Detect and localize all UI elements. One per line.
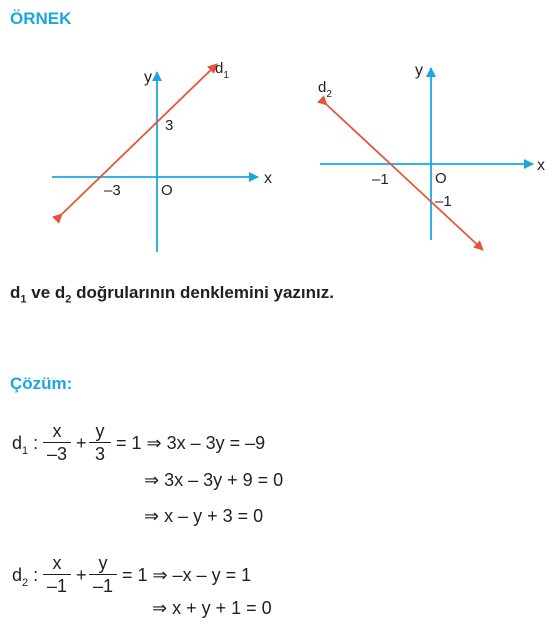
d1-equation-line2: ⇒ 3x – 3y + 9 = 0	[144, 470, 284, 490]
y-axis-label: y	[415, 62, 423, 79]
d1-fraction-x: $\frac{x}{-3}$	[43, 421, 71, 465]
origin-label: O	[435, 170, 447, 187]
x-intercept-label: –3	[104, 182, 121, 199]
x-axis-label: x	[537, 157, 545, 174]
graph-d1	[40, 60, 330, 260]
d2-equation-line2: ⇒ x + y + 1 = 0	[152, 598, 272, 618]
origin-label: O	[161, 182, 173, 199]
d1-label: $d_1$ :	[12, 433, 39, 457]
y-axis-label: y	[144, 69, 152, 86]
plus-sign: +	[76, 565, 87, 585]
x-axis-label: x	[264, 170, 272, 187]
d2-fraction-y: $\frac{y}{-1}$	[89, 553, 117, 597]
plus-sign: +	[76, 433, 87, 453]
y-intercept-label: –1	[435, 193, 452, 210]
graph-d2	[310, 60, 550, 260]
d1-equation-line3: ⇒ x – y + 3 = 0	[144, 506, 264, 526]
d2-equation-line1: = 1 ⇒ –x – y = 1	[122, 565, 252, 585]
solution-heading: Çözüm:	[10, 374, 73, 393]
line-label: $d_2$	[318, 79, 332, 100]
d2-fraction-x: $\frac{x}{-1}$	[43, 553, 71, 597]
line-label: $d_1$	[215, 60, 229, 81]
example-heading: ÖRNEK	[10, 9, 72, 28]
d1-fraction-y: $\frac{y}{3}$	[89, 421, 111, 465]
d2-label: $d_2$ :	[12, 565, 39, 589]
line-d1	[62, 64, 217, 214]
line-d2	[327, 105, 483, 250]
y-intercept-label: 3	[165, 117, 174, 134]
question-text: $d_1$ ve $d_2$ doğrularının denklemini yazınız.	[10, 283, 334, 306]
x-intercept-label: –1	[372, 171, 389, 188]
d1-equation-line1: = 1 ⇒ 3x – 3y = –9	[116, 433, 266, 453]
